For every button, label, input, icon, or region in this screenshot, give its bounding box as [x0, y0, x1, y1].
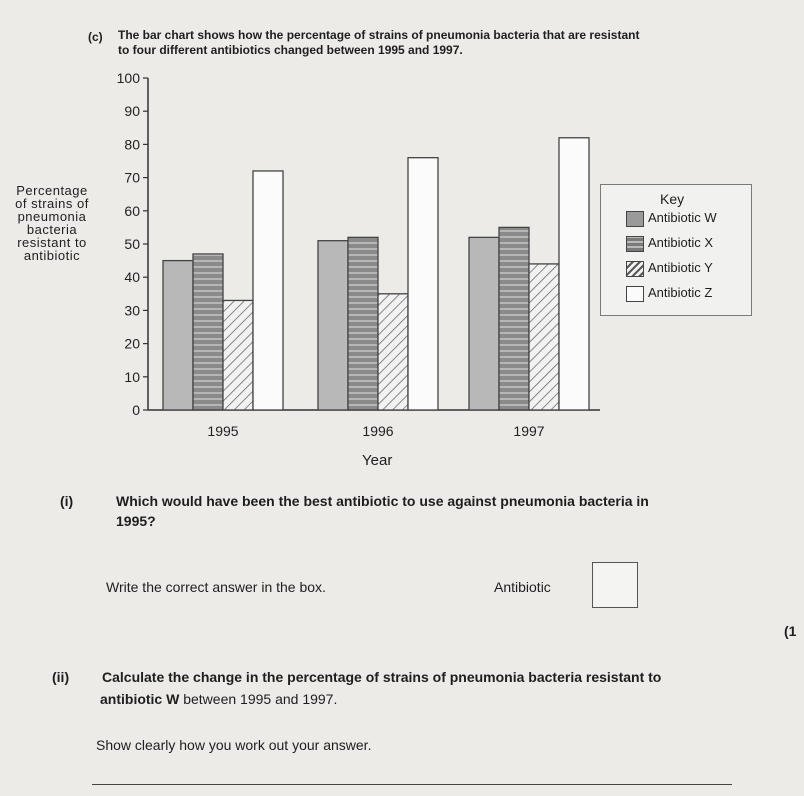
bar-antibiotic-z-1995	[253, 171, 283, 410]
legend-label-antibiotic-y: Antibiotic Y	[648, 260, 713, 275]
question-intro-line2: to four different antibiotics changed between 1995 and 1997.	[118, 43, 463, 57]
part-i-question-line1: Which would have been the best antibiotic to use against pneumonia bacteria in	[116, 493, 649, 509]
part-ii-instruction: Show clearly how you work out your answer.	[96, 737, 372, 753]
y-tick-label: 40	[124, 269, 140, 286]
y-tick-label: 100	[116, 70, 140, 86]
part-i-label: (i)	[60, 493, 74, 509]
bar-antibiotic-y-1996	[378, 294, 408, 410]
part-ii-label: (ii)	[52, 669, 70, 685]
y-tick-label: 50	[124, 236, 140, 252]
marks-label: (1	[784, 623, 797, 639]
ylabel-line: pneumonia	[17, 209, 87, 224]
bar-antibiotic-x-1995	[193, 254, 223, 410]
x-tick-label: 1996	[362, 423, 394, 439]
part-ii-question-line2	[100, 690, 337, 709]
x-tick-label: 1995	[207, 423, 239, 439]
y-tick-label: 0	[132, 402, 140, 418]
legend-swatch-antibiotic-x	[626, 236, 644, 252]
part-i-question-line2: 1995?	[116, 513, 156, 529]
answer-prefix: Antibiotic	[494, 579, 551, 595]
answer-box-input[interactable]	[592, 562, 638, 608]
legend-label-antibiotic-x: Antibiotic X	[648, 235, 714, 250]
bar-antibiotic-z-1996	[408, 158, 438, 410]
legend-swatch-antibiotic-z	[626, 286, 644, 302]
bar-antibiotic-x-1997	[499, 227, 529, 410]
question-intro-line1: The bar chart shows how the percentage of strains of pneumonia bacteria that are resistant	[118, 28, 640, 42]
y-tick-label: 60	[124, 202, 140, 219]
x-tick-label: 1997	[513, 423, 545, 439]
y-tick-label: 80	[124, 136, 140, 153]
legend-label-antibiotic-z: Antibiotic Z	[648, 285, 713, 300]
bar-antibiotic-x-1996	[348, 237, 378, 410]
y-tick-label: 70	[124, 169, 140, 186]
antibiotic-w-emphasis: antibiotic W	[100, 691, 180, 707]
y-tick-label: 20	[124, 335, 140, 352]
bar-antibiotic-z-1997	[559, 138, 589, 410]
part-i-instruction: Write the correct answer in the box.	[106, 579, 326, 595]
legend-swatch-antibiotic-w	[626, 211, 644, 227]
bar-antibiotic-w-1995	[163, 261, 193, 410]
legend-swatch-antibiotic-y	[626, 261, 644, 277]
y-tick-label: 10	[124, 368, 140, 385]
bar-antibiotic-w-1996	[318, 241, 348, 410]
question-part-label: (c)	[88, 30, 103, 44]
bar-antibiotic-y-1997	[529, 264, 559, 410]
chart-xlabel: Year	[362, 452, 393, 469]
ylabel-line: bacteria	[26, 222, 78, 237]
working-answer-line[interactable]	[92, 784, 732, 785]
ylabel-line: resistant to	[17, 235, 87, 250]
legend-label-antibiotic-w: Antibiotic W	[648, 210, 717, 225]
question-line2-rest: between 1995 and 1997.	[183, 691, 338, 707]
legend-title: Key	[660, 191, 685, 207]
y-tick-label: 90	[124, 103, 140, 120]
ylabel-line: of strains of	[15, 196, 89, 211]
ylabel-line: Percentage	[16, 183, 88, 198]
part-ii-question-line1: Calculate the change in the percentage of strains of pneumonia bacteria resistant to	[102, 669, 662, 685]
bar-antibiotic-w-1997	[469, 237, 499, 410]
ylabel-line: antibiotic	[23, 248, 81, 263]
y-tick-label: 30	[124, 302, 140, 319]
bar-antibiotic-y-1995	[223, 300, 253, 410]
